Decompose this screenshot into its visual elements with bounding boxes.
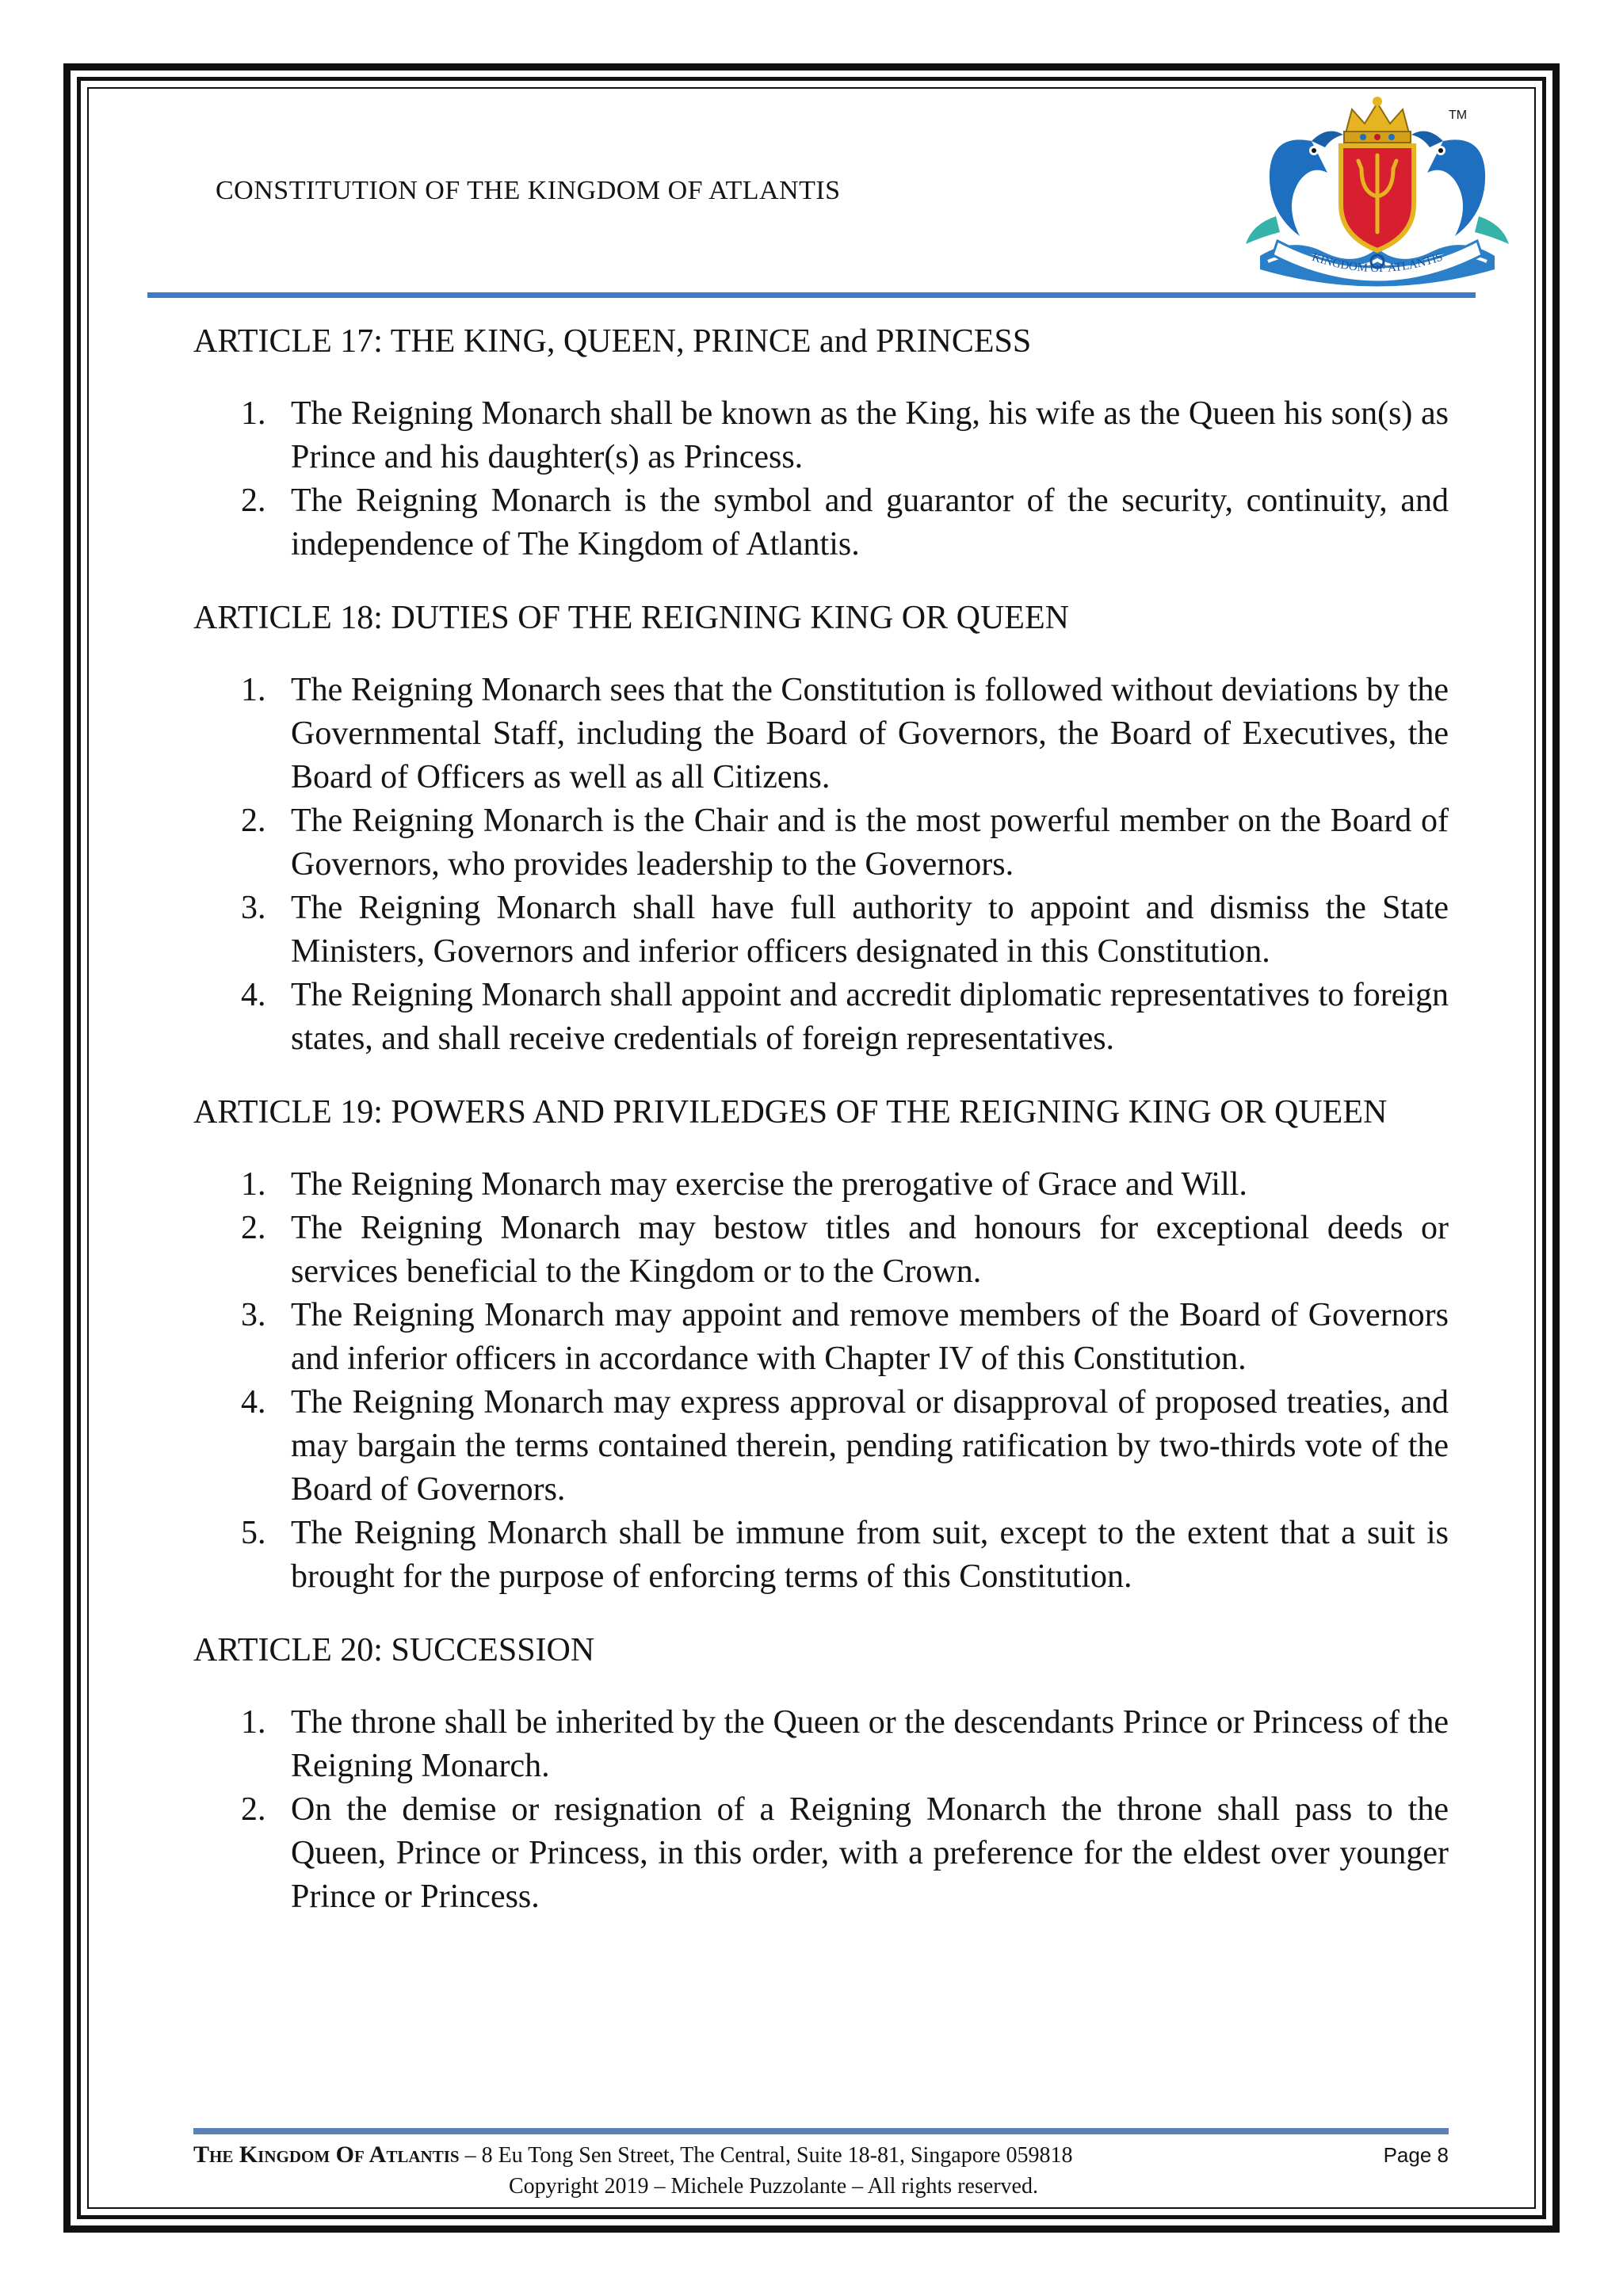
list-item-number: 3. xyxy=(241,1297,266,1333)
document-body xyxy=(193,320,1449,1949)
list-item-text: The Reigning Monarch sees that the Constitution is followed without deviations by the Governmental Staff, including the Board of Governors, the Board of Executives, the Board of Officers as well as all Citizens. xyxy=(291,672,1449,795)
list-item xyxy=(193,974,1449,1061)
footer-address-line xyxy=(193,2141,1449,2170)
list-item xyxy=(193,1207,1449,1294)
footer-divider xyxy=(193,2128,1449,2134)
list-item-text: The Reigning Monarch may appoint and remove members of the Board of Governors and inferior officers in accordance with Chapter IV of this Constitution. xyxy=(291,1297,1449,1377)
list-item-number: 4. xyxy=(241,977,266,1013)
list-item-number: 1. xyxy=(241,1704,266,1741)
article-19-list xyxy=(193,1163,1449,1599)
list-item-text: The Reigning Monarch may exercise the prerogative of Grace and Will. xyxy=(291,1166,1247,1203)
page-number: Page 8 xyxy=(1383,2143,1449,2167)
document-title: CONSTITUTION OF THE KINGDOM OF ATLANTIS xyxy=(216,176,841,205)
list-item xyxy=(193,799,1449,887)
footer-org-name: The Kingdom Of Atlantis xyxy=(193,2142,460,2168)
footer-address: 8 Eu Tong Sen Street, The Central, Suite 18-81, Singapore 059818 xyxy=(481,2143,1073,2168)
article-20-list xyxy=(193,1701,1449,1919)
list-item xyxy=(193,1163,1449,1207)
list-item xyxy=(193,1701,1449,1788)
list-item-number: 1. xyxy=(241,395,266,432)
header-divider xyxy=(147,292,1476,298)
list-item xyxy=(193,1512,1449,1599)
crest-ribbon-text: KINGDOM OF ATLANTIS xyxy=(1310,250,1445,276)
list-item xyxy=(193,479,1449,566)
article-20-heading: ARTICLE 20: SUCCESSION xyxy=(193,1632,595,1669)
list-item-text: The Reigning Monarch shall have full authority to appoint and dismiss the State Ministers, Governors and inferior officers designated in this Constitution. xyxy=(291,890,1449,970)
list-item-number: 5. xyxy=(241,1515,266,1551)
list-item-number: 2. xyxy=(241,1791,266,1828)
list-item-text: The Reigning Monarch may bestow titles and honours for exceptional deeds or services beneficial to the Kingdom or to the Crown. xyxy=(291,1210,1449,1290)
list-item-text: The Reigning Monarch shall be known as the King, his wife as the Queen his son(s) as Prince and his daughter(s) as Princess. xyxy=(291,395,1449,475)
list-item-text: The Reigning Monarch is the Chair and is the most powerful member on the Board of Governors, who provides leadership to the Governors. xyxy=(291,803,1449,883)
article-17-list xyxy=(193,392,1449,566)
list-item xyxy=(193,392,1449,479)
list-item-number: 1. xyxy=(241,1166,266,1203)
kingdom-of-atlantis-crest-icon xyxy=(1236,86,1518,293)
list-item-number: 3. xyxy=(241,890,266,926)
trademark-mark: TM xyxy=(1449,109,1468,122)
list-item-number: 2. xyxy=(241,803,266,839)
list-item xyxy=(193,1788,1449,1919)
list-item-text: The Reigning Monarch is the symbol and guarantor of the security, continuity, and independence of The Kingdom of Atlantis. xyxy=(291,482,1449,563)
footer-copyright: Copyright 2019 – Michele Puzzolante – All rights reserved. xyxy=(509,2174,1038,2199)
list-item xyxy=(193,1294,1449,1381)
list-item-text: The throne shall be inherited by the Queen or the descendants Prince or Princess of the Reigning Monarch. xyxy=(291,1704,1449,1784)
list-item-number: 2. xyxy=(241,1210,266,1246)
list-item-text: The Reigning Monarch may express approval or disapproval of proposed treaties, and may bargain the terms contained therein, pending ratification by two-thirds vote of the Board of Governors. xyxy=(291,1384,1449,1508)
list-item xyxy=(193,887,1449,974)
article-17-heading: ARTICLE 17: THE KING, QUEEN, PRINCE and PRINCESS xyxy=(193,323,1032,360)
article-18-list xyxy=(193,669,1449,1061)
list-item xyxy=(193,1381,1449,1512)
list-item-text: On the demise or resignation of a Reigning Monarch the throne shall pass to the Queen, Prince or Princess, in this order, with a preference for the eldest over younger Prince or Princess. xyxy=(291,1791,1449,1915)
footer-separator: – xyxy=(459,2143,482,2168)
list-item-number: 2. xyxy=(241,482,266,519)
list-item-text: The Reigning Monarch shall be immune from suit, except to the extent that a suit is brought for the purpose of enforcing terms of this Constitution. xyxy=(291,1515,1449,1595)
article-19-heading: ARTICLE 19: POWERS AND PRIVILEDGES OF THE REIGNING KING OR QUEEN xyxy=(193,1094,1388,1131)
list-item-number: 1. xyxy=(241,672,266,708)
list-item-text: The Reigning Monarch shall appoint and accredit diplomatic representatives to foreign states, and shall receive credentials of foreign representatives. xyxy=(291,977,1449,1057)
list-item-number: 4. xyxy=(241,1384,266,1421)
article-18-heading: ARTICLE 18: DUTIES OF THE REIGNING KING OR QUEEN xyxy=(193,600,1069,636)
list-item xyxy=(193,669,1449,799)
